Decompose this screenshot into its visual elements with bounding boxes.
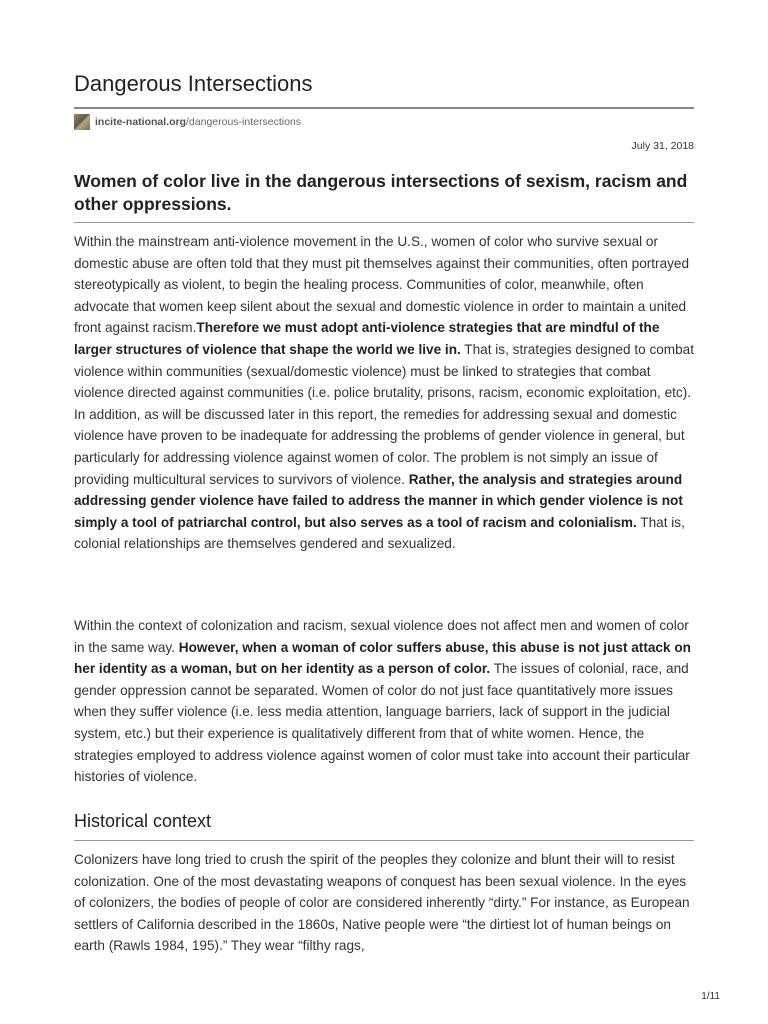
page-number: 1/11 (701, 991, 720, 1002)
paragraph-1-text-c: That is, strategies designed to combat violence within communities (sexual/domestic violence) must be linked to strategies that combat violence directed against communities (i.e. police brutality, prisons, racism, economic exploitation, etc). In addition, as will be discussed later in this report, the remedies for addressing sexual and domestic violence have proven to be inadequate for addressing the problems of gender violence in general, but particularly for addressing violence against women of color. The problem is not simply an issue of providing multicultural services to survivors of violence. (74, 341, 695, 487)
paragraph-1-text-a: Within the mainstream anti-violence movement in the U.S., women of color who survive sexual or domestic abuse are often told that they must pit themselves against their communities, often portrayed stereotypically as violent, to begin the healing process. Communities of color, meanwhile, often advocate that women keep silent about the sexual and domestic violence in order to maintain a united front against racism. (74, 234, 690, 336)
section-heading: Historical context (74, 811, 212, 831)
paragraph-2-bold-b: However, when a woman of color suffers abuse, this abuse is not just attack on her identity as a woman, but on her identity as a person of color. (74, 639, 691, 677)
source-url[interactable] (95, 116, 301, 128)
paragraph-2-text-c: The issues of colonial, race, and gender oppression cannot be separated. Women of color do not just face quantitatively more issues when they suffer violence (i.e. less media attention, language barriers, lack of support in the judicial system, etc.) but their experience is qualitatively different from that of white women. Hence, the strategies employed to address violence against women of color must take into account their particular histories of violence. (74, 661, 690, 785)
subtitle-divider (74, 222, 694, 223)
source-domain: incite-national.org (95, 116, 187, 128)
paragraph-1-bold-d: Rather, the analysis and strategies around addressing gender violence have failed to address the manner in which gender violence is not simply a tool of patriarchal control, but also serves as a tool of racism and colonialism. (74, 471, 683, 530)
paragraph-1-text-e: That is, colonial relationships are themselves gendered and sexualized. (74, 514, 685, 552)
paragraph-1 (74, 231, 696, 555)
paragraph-2 (74, 615, 696, 788)
title-divider (74, 107, 694, 109)
section-divider (74, 840, 694, 841)
page-title: Dangerous Intersections (74, 71, 313, 96)
paragraph-3: Colonizers have long tried to crush the spirit of the peoples they colonize and blunt their will to resist colonization. One of the most devastating weapons of conquest has been sexual violence. In the eyes of colonizers, the bodies of people of color are considered inherently “dirty.” For instance, as European settlers of California described in the 1860s, Native people were “the dirtiest lot of human beings on earth (Rawls 1984, 195).” They wear “filthy rags, (74, 852, 690, 954)
site-favicon-icon (74, 114, 90, 130)
article-subtitle: Women of color live in the dangerous intersections of sexism, racism and other oppressions. (74, 171, 688, 214)
source-link[interactable] (74, 114, 301, 130)
paragraph-1-bold-b: Therefore we must adopt anti-violence strategies that are mindful of the larger structures of violence that shape the world we live in. (74, 320, 660, 357)
paragraph-2-text-a: Within the context of colonization and racism, sexual violence does not affect men and women of color in the same way. (74, 618, 689, 655)
publish-date: July 31, 2018 (631, 140, 694, 152)
source-path: /dangerous-intersections (186, 116, 301, 128)
